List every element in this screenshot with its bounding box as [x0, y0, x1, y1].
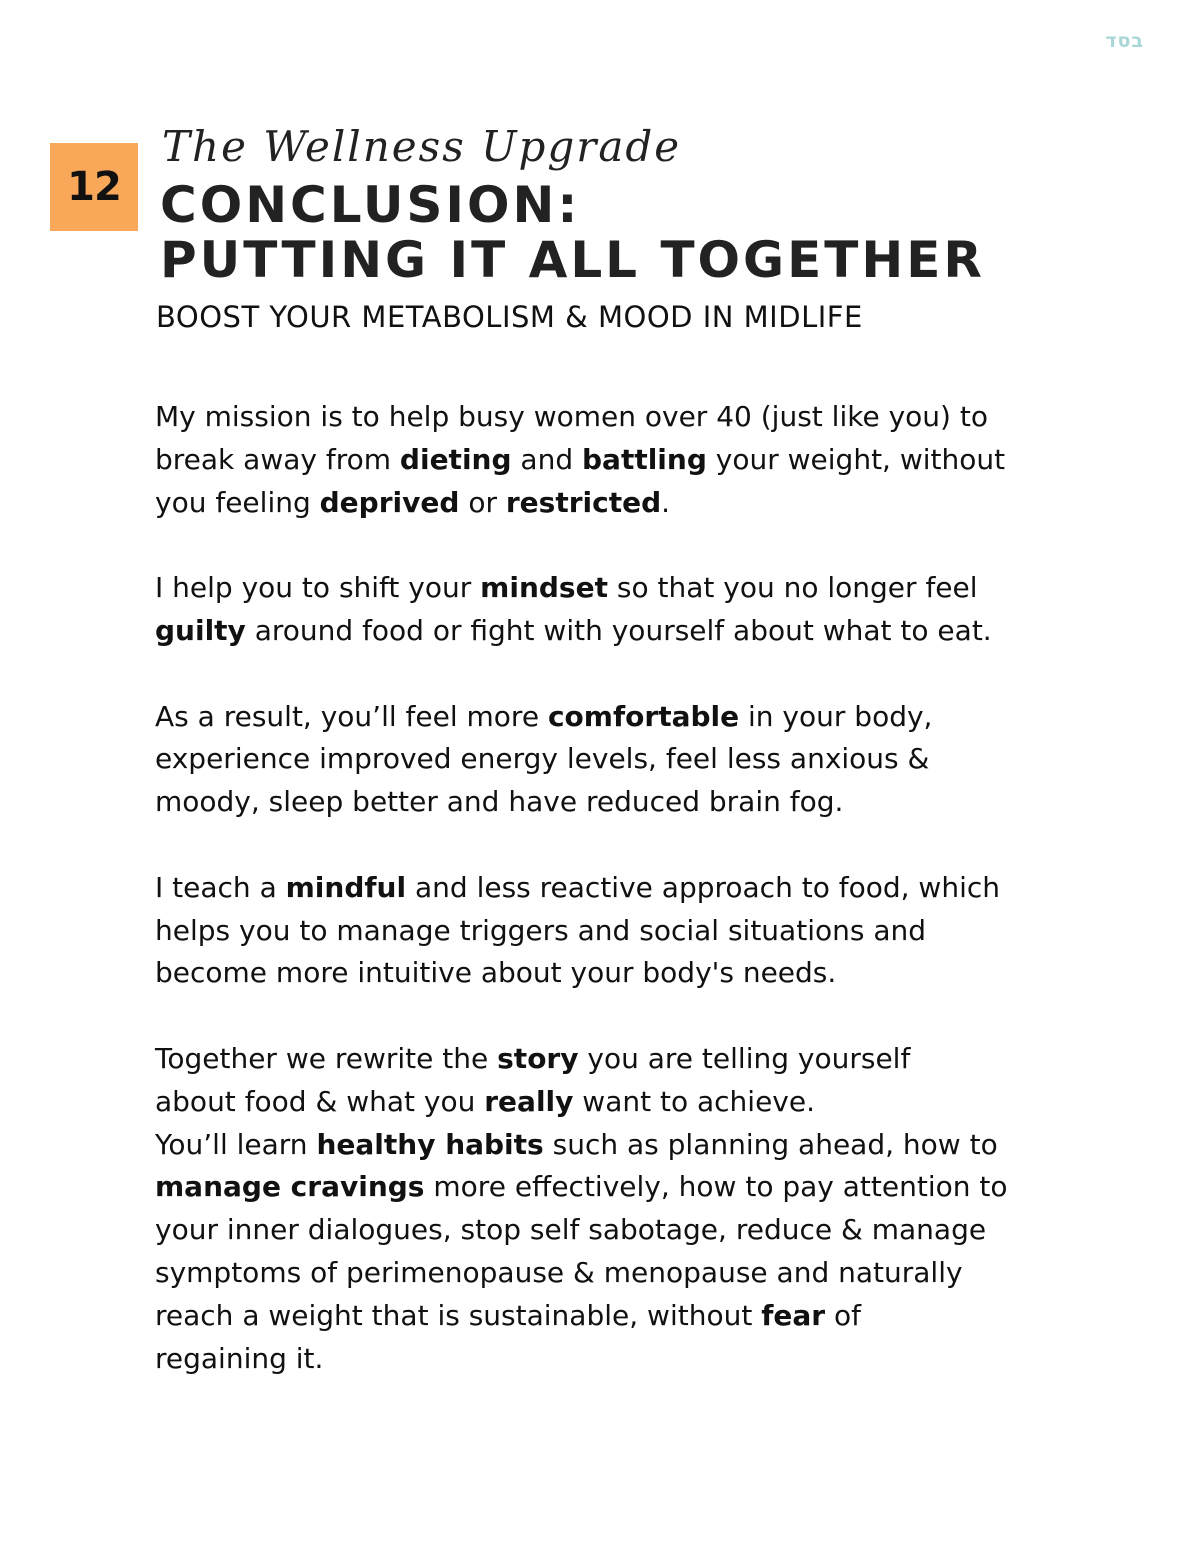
body-text-run: break away from — [155, 442, 400, 476]
body-text-run: more effectively, how to pay attention to — [424, 1170, 1008, 1204]
body-text-run: symptoms of perimenopause & menopause and naturally — [155, 1255, 963, 1289]
body-line — [155, 952, 1145, 995]
emphasis-text: story — [497, 1041, 579, 1075]
body-line — [155, 1209, 1145, 1252]
body-text-run: regaining it. — [155, 1341, 324, 1375]
body-text-run: want to achieve. — [573, 1084, 815, 1118]
body-line — [155, 610, 1145, 653]
page-title-line-2: PUTTING IT ALL TOGETHER — [160, 231, 985, 289]
emphasis-text: healthy habits — [316, 1127, 544, 1161]
emphasis-text: really — [484, 1084, 574, 1118]
page-title-line-1: CONCLUSION: — [160, 176, 581, 234]
body-text-run: or — [459, 485, 506, 519]
emphasis-text: battling — [582, 442, 707, 476]
emphasis-text: restricted — [505, 485, 662, 519]
body-text-run: around food or fight with yourself about what to eat. — [245, 613, 992, 647]
body-line — [155, 696, 1145, 739]
page-title — [160, 178, 985, 288]
body-text-run: and less reactive approach to food, which — [406, 870, 1000, 904]
body-text-run: become more intuitive about your body's needs. — [155, 956, 837, 990]
emphasis-text: comfortable — [547, 699, 740, 733]
body-line — [155, 567, 1145, 610]
body-text-run: reach a weight that is sustainable, without — [155, 1298, 762, 1332]
body-line — [155, 1338, 1145, 1381]
page-subtitle: BOOST YOUR METABOLISM & MOOD IN MIDLIFE — [156, 300, 863, 334]
chapter-number: 12 — [67, 164, 121, 210]
body-text-run: you are telling yourself — [578, 1041, 911, 1075]
body-text-run: you feeling — [155, 485, 320, 519]
body-text-run: so that you no longer feel — [607, 571, 978, 605]
body-text-run: your weight, without — [706, 442, 1006, 476]
body-line — [155, 910, 1145, 953]
body-paragraph — [155, 867, 1145, 995]
body-text-run: in your body, — [739, 699, 933, 733]
emphasis-text: fear — [761, 1298, 826, 1332]
body-text-run: about food & what you — [155, 1084, 485, 1118]
emphasis-text: manage cravings — [155, 1170, 425, 1204]
body-text-run: As a result, you’ll feel more — [155, 699, 548, 733]
body-line — [155, 396, 1145, 439]
body-line — [155, 439, 1145, 482]
corner-mark: בסד — [1105, 30, 1144, 52]
body-line — [155, 1124, 1145, 1167]
body-text-run: . — [661, 485, 671, 519]
body-paragraph — [155, 567, 1145, 653]
body-line — [155, 781, 1145, 824]
body-text-run: of — [825, 1298, 861, 1332]
body-line — [155, 738, 1145, 781]
body-line — [155, 1166, 1145, 1209]
body-line — [155, 867, 1145, 910]
body-line — [155, 1081, 1145, 1124]
body-text-run: You’ll learn — [155, 1127, 317, 1161]
body-text-run: your inner dialogues, stop self sabotage, reduce & manage — [155, 1213, 987, 1247]
body-text-run: I help you to shift your — [155, 571, 481, 605]
body-text-run: such as planning ahead, how to — [543, 1127, 998, 1161]
body-text-run: helps you to manage triggers and social situations and — [155, 913, 927, 947]
emphasis-text: mindful — [285, 870, 407, 904]
body-text-run: and — [511, 442, 582, 476]
body-paragraph — [155, 696, 1145, 824]
body-text-run: Together we rewrite the — [155, 1041, 498, 1075]
script-title: The Wellness Upgrade — [162, 122, 682, 171]
body-text-run: moody, sleep better and have reduced brain fog. — [155, 785, 844, 819]
body-text-run: experience improved energy levels, feel less anxious & — [155, 742, 930, 776]
body-text-run: My mission is to help busy women over 40 (just like you) to — [155, 400, 988, 433]
body-line — [155, 482, 1145, 525]
body-text-run: I teach a — [155, 870, 286, 904]
body-line — [155, 1252, 1145, 1295]
body-line — [155, 1295, 1145, 1338]
body-line — [155, 1038, 1145, 1081]
body-paragraph — [155, 396, 1145, 524]
emphasis-text: mindset — [480, 571, 608, 605]
emphasis-text: dieting — [399, 442, 512, 476]
chapter-number-badge — [50, 143, 138, 231]
body-text — [155, 396, 1145, 1380]
emphasis-text: deprived — [319, 485, 460, 519]
emphasis-text: guilty — [155, 613, 246, 647]
body-paragraph — [155, 1038, 1145, 1380]
